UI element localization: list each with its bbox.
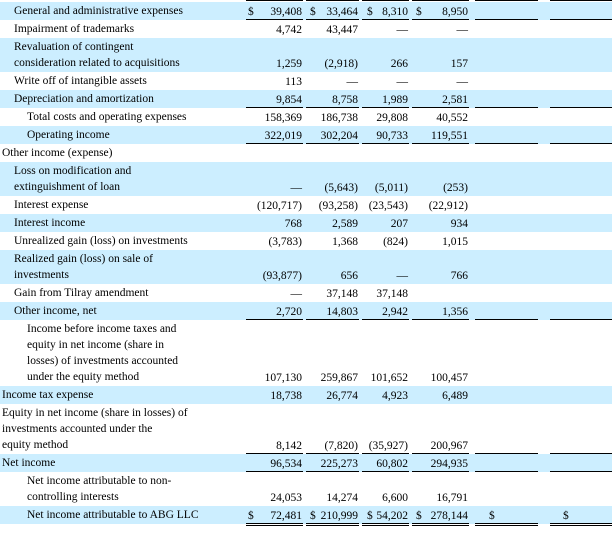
table-row <box>0 72 612 90</box>
value-cell: 4,742 <box>276 24 302 36</box>
value-cell: 40,552 <box>436 112 468 124</box>
row-label-line: equity in net income (share in <box>27 339 165 351</box>
rule-line <box>412 525 469 526</box>
row-label-line: Income tax expense <box>2 389 94 401</box>
table-row <box>0 472 612 506</box>
value-cell: 656 <box>340 270 358 282</box>
value-cell: 302,204 <box>320 130 358 142</box>
value-cell: 119,551 <box>431 130 468 142</box>
rule-line <box>306 525 359 526</box>
table-row <box>0 250 612 284</box>
row-label <box>14 197 254 213</box>
value-cell: 18,738 <box>270 390 302 402</box>
value-cell: 225,273 <box>320 458 358 470</box>
value-cell: 37,148 <box>376 288 408 300</box>
value-cell: 1,259 <box>276 58 302 70</box>
rule-line <box>475 523 538 524</box>
row-label-line: investments accounted under the <box>2 423 153 435</box>
value-cell: 1,368 <box>332 236 358 248</box>
row-label <box>14 215 254 231</box>
value-cell: 186,738 <box>320 112 358 124</box>
row-label-line: extinguishment of loan <box>14 181 121 193</box>
table-row <box>0 320 612 386</box>
value-cell: 107,130 <box>264 372 302 384</box>
value-cell: 60,802 <box>376 458 408 470</box>
rule-line <box>550 523 612 524</box>
row-label <box>14 285 254 301</box>
rule-line <box>550 453 612 454</box>
table-row <box>0 214 612 232</box>
value-cell: 24,053 <box>270 492 302 504</box>
value-cell: 2,581 <box>442 94 468 106</box>
rule-line <box>412 523 469 524</box>
table-row <box>0 90 612 108</box>
value-cell: 90,733 <box>376 130 408 142</box>
table-row <box>0 232 612 250</box>
table-row <box>0 196 612 214</box>
value-cell: (23,543) <box>368 200 408 212</box>
rule-line <box>362 525 409 526</box>
value-cell: (5,643) <box>324 182 358 194</box>
row-label <box>27 507 267 523</box>
value-cell: — <box>396 24 408 36</box>
rule-line <box>246 319 303 320</box>
rule-line <box>306 319 359 320</box>
value-cell: — <box>290 182 302 194</box>
row-label <box>2 145 242 161</box>
value-cell: 96,534 <box>270 458 302 470</box>
row-label-line: consideration related to acquisitions <box>14 57 180 69</box>
currency-symbol: $ <box>489 510 495 522</box>
currency-symbol: $ <box>563 510 569 522</box>
row-label-line: equity method <box>2 439 69 451</box>
row-label-line: Total costs and operating expenses <box>27 111 187 123</box>
row-label-line: investments <box>14 269 69 281</box>
value-cell: 6,489 <box>442 390 468 402</box>
table-row <box>0 454 612 472</box>
value-cell: 934 <box>450 218 468 230</box>
currency-symbol: $ <box>367 510 373 522</box>
table-row <box>0 386 612 404</box>
value-cell: 157 <box>450 58 468 70</box>
row-label <box>2 455 242 471</box>
rule-line <box>362 523 409 524</box>
rule-line <box>246 107 303 108</box>
rule-line <box>475 525 538 526</box>
row-label-line: Realized gain (loss) on sale of <box>14 253 153 265</box>
value-cell: 158,369 <box>264 112 302 124</box>
value-cell: 200,967 <box>430 440 468 452</box>
rule-line <box>306 453 359 454</box>
rule-line <box>412 319 469 320</box>
row-label-line: Net income attributable to non- <box>27 475 172 487</box>
row-label <box>14 91 254 107</box>
value-cell: 9,854 <box>276 94 302 106</box>
rule-line <box>550 0 612 1</box>
row-label <box>2 387 242 403</box>
rule-line <box>306 0 359 1</box>
value-cell: 766 <box>450 270 468 282</box>
row-label <box>14 21 254 37</box>
value-cell: 1,989 <box>382 94 408 106</box>
rule-line <box>475 143 538 144</box>
value-cell: 8,950 <box>442 6 468 18</box>
rule-line <box>362 453 409 454</box>
rule-line <box>475 471 538 472</box>
row-label-line: Income before income taxes and <box>27 323 177 335</box>
value-cell: 29,808 <box>376 112 408 124</box>
row-label-line: Unrealized gain (loss) on investments <box>14 235 188 247</box>
value-cell: 113 <box>285 76 302 88</box>
rule-line <box>475 19 538 20</box>
value-cell: — <box>396 270 408 282</box>
rule-line <box>306 107 359 108</box>
table-row <box>0 284 612 302</box>
value-cell: 14,274 <box>326 492 358 504</box>
row-label-line: Other income (expense) <box>2 147 113 159</box>
row-label <box>27 473 267 505</box>
value-cell: (253) <box>443 182 468 194</box>
value-cell: 1,356 <box>442 306 468 318</box>
value-cell: — <box>456 24 468 36</box>
rule-line <box>475 319 538 320</box>
value-cell: (824) <box>383 236 408 248</box>
value-cell: 207 <box>390 218 408 230</box>
value-cell: 101,652 <box>370 372 408 384</box>
currency-symbol: $ <box>310 6 316 18</box>
rule-line <box>246 453 303 454</box>
value-cell: 4,923 <box>382 390 408 402</box>
rule-line <box>412 0 469 1</box>
row-label-line: Operating income <box>27 129 110 141</box>
table-row <box>0 38 612 72</box>
rule-line <box>412 107 469 108</box>
value-cell: 33,464 <box>326 6 358 18</box>
table-row <box>0 20 612 38</box>
value-cell: 259,867 <box>320 372 358 384</box>
value-cell: 16,791 <box>436 492 468 504</box>
value-cell: 14,803 <box>326 306 358 318</box>
rule-line <box>412 471 469 472</box>
currency-symbol: $ <box>248 6 254 18</box>
value-cell: 2,720 <box>276 306 302 318</box>
row-label <box>14 73 254 89</box>
value-cell: (120,717) <box>256 200 302 212</box>
value-cell: 2,942 <box>382 306 408 318</box>
value-cell: 322,019 <box>264 130 302 142</box>
row-label <box>27 321 267 385</box>
value-cell: 26,774 <box>326 390 358 402</box>
value-cell: (93,258) <box>318 200 358 212</box>
row-label <box>14 303 254 319</box>
rule-line <box>550 471 612 472</box>
value-cell: 72,481 <box>270 510 302 522</box>
rule-line <box>246 471 303 472</box>
currency-symbol: $ <box>416 510 422 522</box>
row-label-line: General and administrative expenses <box>14 5 183 17</box>
rule-line <box>412 19 469 20</box>
rule-line <box>550 319 612 320</box>
currency-symbol: $ <box>248 510 254 522</box>
value-cell: 8,758 <box>332 94 358 106</box>
table-row <box>0 2 612 20</box>
rule-line <box>306 523 359 524</box>
value-cell: 278,144 <box>430 510 468 522</box>
row-label-line: Equity in net income (share in losses) of <box>2 407 188 419</box>
row-label-line: Net income attributable to ABG LLC <box>27 509 199 521</box>
value-cell: (35,927) <box>368 440 408 452</box>
table-row <box>0 126 612 144</box>
value-cell: 2,589 <box>332 218 358 230</box>
row-label-line: Other income, net <box>14 305 97 317</box>
rule-line <box>550 143 612 144</box>
value-cell: — <box>456 76 468 88</box>
row-label-line: Depreciation and amortization <box>14 93 154 105</box>
table-row <box>0 108 612 126</box>
row-label <box>14 3 254 19</box>
rule-line <box>550 19 612 20</box>
row-label <box>27 127 267 143</box>
table-row <box>0 506 612 524</box>
rule-line <box>246 525 303 526</box>
rule-line <box>246 523 303 524</box>
value-cell: 37,148 <box>326 288 358 300</box>
value-cell: 8,142 <box>276 440 302 452</box>
rule-line <box>412 453 469 454</box>
value-cell: (22,912) <box>428 200 468 212</box>
rule-line <box>475 107 538 108</box>
value-cell: 768 <box>284 218 302 230</box>
row-label-line: Impairment of trademarks <box>14 23 135 35</box>
row-label <box>27 109 267 125</box>
value-cell: 266 <box>390 58 408 70</box>
rule-line <box>306 471 359 472</box>
rule-line <box>362 143 409 144</box>
row-label-line: under the equity method <box>27 371 140 383</box>
row-label-line: controlling interests <box>27 491 119 503</box>
rule-line <box>362 0 409 1</box>
rule-line <box>306 19 359 20</box>
value-cell: (7,820) <box>324 440 358 452</box>
value-cell: (93,877) <box>262 270 302 282</box>
row-label-line: Write off of intangible assets <box>14 75 147 87</box>
value-cell: 294,935 <box>430 458 468 470</box>
value-cell: 6,600 <box>382 492 408 504</box>
value-cell: (3,783) <box>268 236 302 248</box>
rule-line <box>550 525 612 526</box>
rule-line <box>412 143 469 144</box>
row-label-line: Interest income <box>14 217 86 229</box>
table-row <box>0 144 612 162</box>
row-label-line: Revaluation of contingent <box>14 41 134 53</box>
currency-symbol: $ <box>416 6 422 18</box>
value-cell: 54,202 <box>376 510 408 522</box>
row-label <box>2 405 242 453</box>
row-label-line: Loss on modification and <box>14 165 132 177</box>
row-label-line: Net income <box>2 457 56 469</box>
value-cell: 100,457 <box>430 372 468 384</box>
value-cell: 43,447 <box>326 24 358 36</box>
currency-symbol: $ <box>367 6 373 18</box>
row-label-line: Gain from Tilray amendment <box>14 287 149 299</box>
rule-line <box>362 319 409 320</box>
currency-symbol: $ <box>310 510 316 522</box>
row-label <box>14 251 254 283</box>
row-label <box>14 39 254 71</box>
value-cell: 210,999 <box>320 510 358 522</box>
rule-line <box>362 107 409 108</box>
table-row <box>0 302 612 320</box>
rule-line <box>306 143 359 144</box>
rule-line <box>362 19 409 20</box>
value-cell: — <box>396 76 408 88</box>
rule-line <box>246 19 303 20</box>
rule-line <box>246 143 303 144</box>
value-cell: — <box>346 76 358 88</box>
rule-line <box>246 0 303 1</box>
value-cell: (2,918) <box>324 58 358 70</box>
value-cell: 1,015 <box>442 236 468 248</box>
table-row <box>0 162 612 196</box>
row-label-line: Interest expense <box>14 199 89 211</box>
rule-line <box>550 107 612 108</box>
row-label <box>14 233 254 249</box>
table-row <box>0 404 612 454</box>
rule-line <box>475 0 538 1</box>
rule-line <box>475 453 538 454</box>
value-cell: 39,408 <box>270 6 302 18</box>
row-label-line: losses) of investments accounted <box>27 355 179 367</box>
value-cell: 8,310 <box>382 6 408 18</box>
value-cell: — <box>290 288 302 300</box>
row-label <box>14 163 254 195</box>
rule-line <box>362 471 409 472</box>
value-cell: (5,011) <box>374 182 408 194</box>
